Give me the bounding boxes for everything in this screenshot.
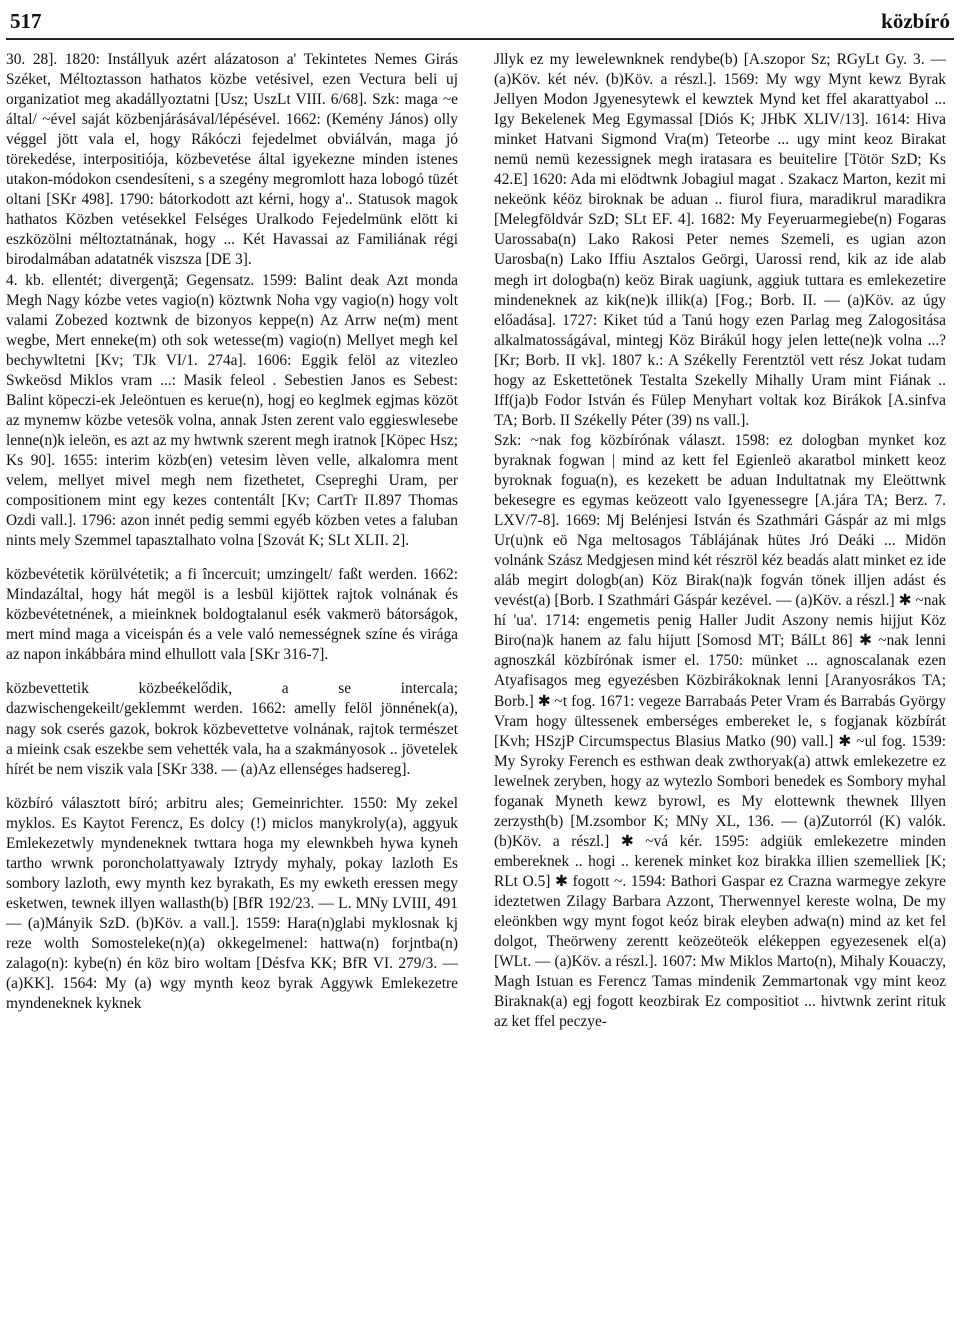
entry-gap [6,780,458,794]
running-head [10,4,950,38]
entry-paragraph: 30. 28]. 1820: Instállyuk azért alázatoson a' Tekintetes Nemes Girás Széket, Méltoztasson hathatos közbe vetésivel, ezen Vectura beli uj organizatiot meg akadállyoztatni [Usz; UszLt VIII. 6/68]. Szk: maga ~e által/ ~ével saját közbenjárásával/lépésével. 1662: (Kemény János) olly véggel jött vala el, hogy Rákóczi fejedelmet obviálván, maga jó törekedése, interpositiója, közbevetése által igyekezne minden istenes utakon-módokon csendesíteni, s a szegény megromlott haza lobogó tüzét oltani [SKr 498]. 1790: bátorkodott azt kérni, hogy a'.. Statusok magok hathatos Közben vetésekkel Felséges Uralkodo Fejedelmünk elött ki eszközölni méltoztatnának, hogy ... Két Havassai az Familiának régi birodalmában adatatnék viszsza [DE 3]. [6,51,458,269]
header-rule [6,38,954,40]
right-column [494,50,946,1032]
entry-paragraph: közbevétetik körülvétetik; a fi încercuit; umzingelt/ faßt werden. 1662: Mindazáltal, hogy hát megöl is a lesbül kijöttek rajtok volnának és közbevétetnének, a mieinknek boldogtalanul esék vakmerö bátorságok, mert mind maga a viceispán és a vele való nemességnek színe és virága az napon inkábbára mind elhullott vala [SKr 316-7]. [6,566,458,664]
entry-paragraph: közbevettetik közbeékelődik, a se intercala; dazwischengekeilt/geklemmt werden. 1662: amelly felöl jönnének(a), nagy sok cserés gazok, bokrok közbevettetve volnának, rajtok természet a mieink csak eszekbe sem vehették vala, ha a szakmányosok .. jövetelek hírét be nem viszik vala [SKr 338. — (a)Az ellenséges hadsereg]. [6,680,458,778]
running-headword: közbíró [881,8,950,33]
entry-paragraph: Szk: ~nak fog közbírónak választ. 1598: ez dologban mynket koz byraknak fogwan | mind az kett fel Egienleö akaratbol minkett keoz byroknak fogua(n), es kezekett be aduan Indultatnak my Eleöttwnk bekesegre es egymas keözeott valo Igyenessegre [A.jára TA; Berz. 7. LXV/7-8]. 1669: Mj Belénjesi István és Szathmári Gáspár az mi mlgs Ur(u)nk eö Nga meltosagos Táblájának hütes Jró Deáki ... Midön volnánk Szász Medgjesen mind két részröl kéz beadás alatt minket ez ide aláb megirt dologb(an) Köz Birak(na)k fogván tönek illjen adást és vevést(a) [Borb. I Szathmári Gáspár kezével. — (a)Köv. a részl.] ✱ ~nak hí 'ua'. 1714: engemetis penig Haller Judit Aszony nemis hijjut Köz Biro(na)k hanem az falu hijutt [Somosd MT; BálLt 86] ✱ ~nak lenni agnoszkál közbírónak ismer el. 1750: münket ... agnoscalanak ezen Atyafisagos meg egyezésben Közbirákoknak lenni [Aranyosrákos TA; Borb.] ✱ ~t fog. 1671: vegeze Barrabaás Peter Vram és Barrabás György Vram hogy ültessenek emberséges embereket le, s fogjanak közbírát [Kvh; HSzjP Circumspectus Blasius Matko (90) vall.] ✱ ~ul fog. 1539: My Syroky Ferench es esthwan deak zwthoryak(a) attwk emlekezetre ez lewelnek zeryben, hogy az wytezlo Sombori benedek es Sombory myhal foganak Myneth kewz byrowl, es My elottewnk thewnek Illyen zerzysth(b) [M.zsombor K; MNy XL, 136. — (a)Zutorról (K) valók. (b)Köv. a részl.] ✱ ~vá kér. 1595: adgiük emlekezetre minden embereknek .. hogi .. kerenek minket koz birakka illien szemelliek [K; RLt O.5] ✱ fogott ~. 1594: Bathori Gaspar ez Crazna warmegye zekyre ideztetwen Zilagy Barbara Azzont, Therwennyel kereste wolna, De my eleönkben wgy mynt fogot keóz birak eleyben adwa(n) mind az ket fel dolgot, Theörweny zerentt keözeöteök elékeppen egyezesenek el(a) [WLt. — (a)Köv. a részl.]. 1607: Mw Miklos Marto(n), Mihaly Kouaczy, Magh Istuan es Ferencz Tamas mindenik Zemmartonak vgy mint keoz Biraknak(a) egj fogott keozbirak Ez compositiot ... hivtwnk zerint rituk az ket ffel peczye- [494,431,946,1031]
entry-gap [6,551,458,565]
page-number: 517 [10,8,42,33]
entry-paragraph: közbíró választott bíró; arbitru ales; Gemeinrichter. 1550: My zekel myklos. Es Kaytot Ferencz, Es dolcy (!) miclos manykroly(a), aggyuk Emlekezetwly myndeneknek twttara hoga my elewnkbeh hywa kyneh tartho wrwnk poroncholattyawaly Iztrydy myhaly, pokay lazloth Es sombory lazloth, ewy mynth kez byrakath, Es my ewketh eressen megy esketwen, tewnek illyen wallasth(b) [BfR 192/23. — L. MNy LVIII, 491 — (a)Mányik SzD. (b)Köv. a vall.]. 1559: Hara(n)glabi myklosnak kj reze wolth Somosteleke(n)(a) okkegelmenel: hattwa(n) forjntba(n) zalago(n): kybe(n) én köz biro woltam [Désfva KK; BfR VI. 279/3. — (a)KK]. 1564: My (a) wgy mynth keoz byrak Aggywk Emlekezetre myndeneknek kyknek [6,794,458,1013]
entry-paragraph: 4. kb. ellentét; divergenţă; Gegensatz. 1599: Balint deak Azt monda Megh Nagy kózbe vetes vagio(n) köztwnk Noha vgy vagio(n) hogy volt valami Zobezed koztwnk de bizonyos keppe(n) Az Arrw ne(m) ment wegbe, Mert enneke(m) oth sok wetesse(m) vagio(n) Mellyet megh kel bechywltetni [Kv; TJk VI/1. 274a]. 1606: Eggik felöl az vitezleo Swkeösd Miklos vram ...: Masik feleol . Sebestien Janos es Sebest: Balint köpeczi-ek Jeleöntuen es kerue(n), hogj eo keglmek egjmas közöt az mynemw közbe vetesök volna, annak Jsten zerent valo eggieswlesebe lenne(n)k ieleön, es azt az my hwtwnk szerent megh iratnok [Köpec Hsz; Ks 90]. 1655: interim közb(en) vetesim lèven velle, alkalomra ment velem, mellyet mivel megh nem fizethetet, Csepreghi Uram, per compositionem mint egy kezes contentált [Kv; CartTr II.897 Thomas Ozdi vall.]. 1796: azon innét pedig semmi egyéb közben vetes a faluban nints mely Szemmel tapasztalhato volna [Szovát K; SLt XLII. 2]. [6,271,458,550]
entry-gap [6,665,458,679]
entry-paragraph: Jllyk ez my lewelewnknek rendybe(b) [A.szopor Sz; RGyLt Gy. 3. — (a)Köv. két név. (b)Köv. a részl.]. 1569: My wgy Mynt kewz Byrak Jellyen Modon Jgyenesytewk el kewztek Mynd ket ffel akarattyabol ... Igy Bekelenek Meg Egymassal [Diós K; JHbK XLIV/13]. 1614: Hiva minket Hatvani Sigmond Vra(m) Teteorbe ... ugy mint keoz Birakat nemü nemü kezessignek megh iratasara es beuitelire [Tötör SzD; Ks 42.E] 1620: Ada mi elödtwnk Jobagiul magat . Szakacz Marton, kezit mi nekeönk kéöz biroknak be aduan .. fiurol fiura, maradikrul maradikra [Melegföldvár SzD; SLt EF. 4]. 1682: My Feyeruarmegiebe(n) Fogaras Uarossaba(n) Lako Rakosi Peter nemes Szemeli, es ugian azon Uarosba(n) Lako Iffiu Asztalos Geörgi, Uarossi rend, kik az ide alab megh irt dologba(n) keöz Birak uagiunk, aggiuk tuttara es emlekezetire mindeneknek az kik(ne)k illik(a) [Fog.; Borb. II. — (a)Köv. az úgy előadása]. 1727: Kiket túd a Tanú hogy ezen Parlag meg Zalogositása alkalmatosságával, mintegj Köz Birákúl hogy jelen lette(ne)k volna ...? [Kr; Borb. II vk]. 1807 k.: A Székelly Ferentztöl vett rész Jokat tudam hogy az Eskettetönek Testalta Szekelly Mihally Uram mint Fiának .. Iff(ja)b Fodor István és Fülep Menyhart voltak koz Birákok [A.sinfva TA; Borb. II Székelly Péter (39) ns vall.]. [494,51,946,429]
left-column [6,50,458,1014]
